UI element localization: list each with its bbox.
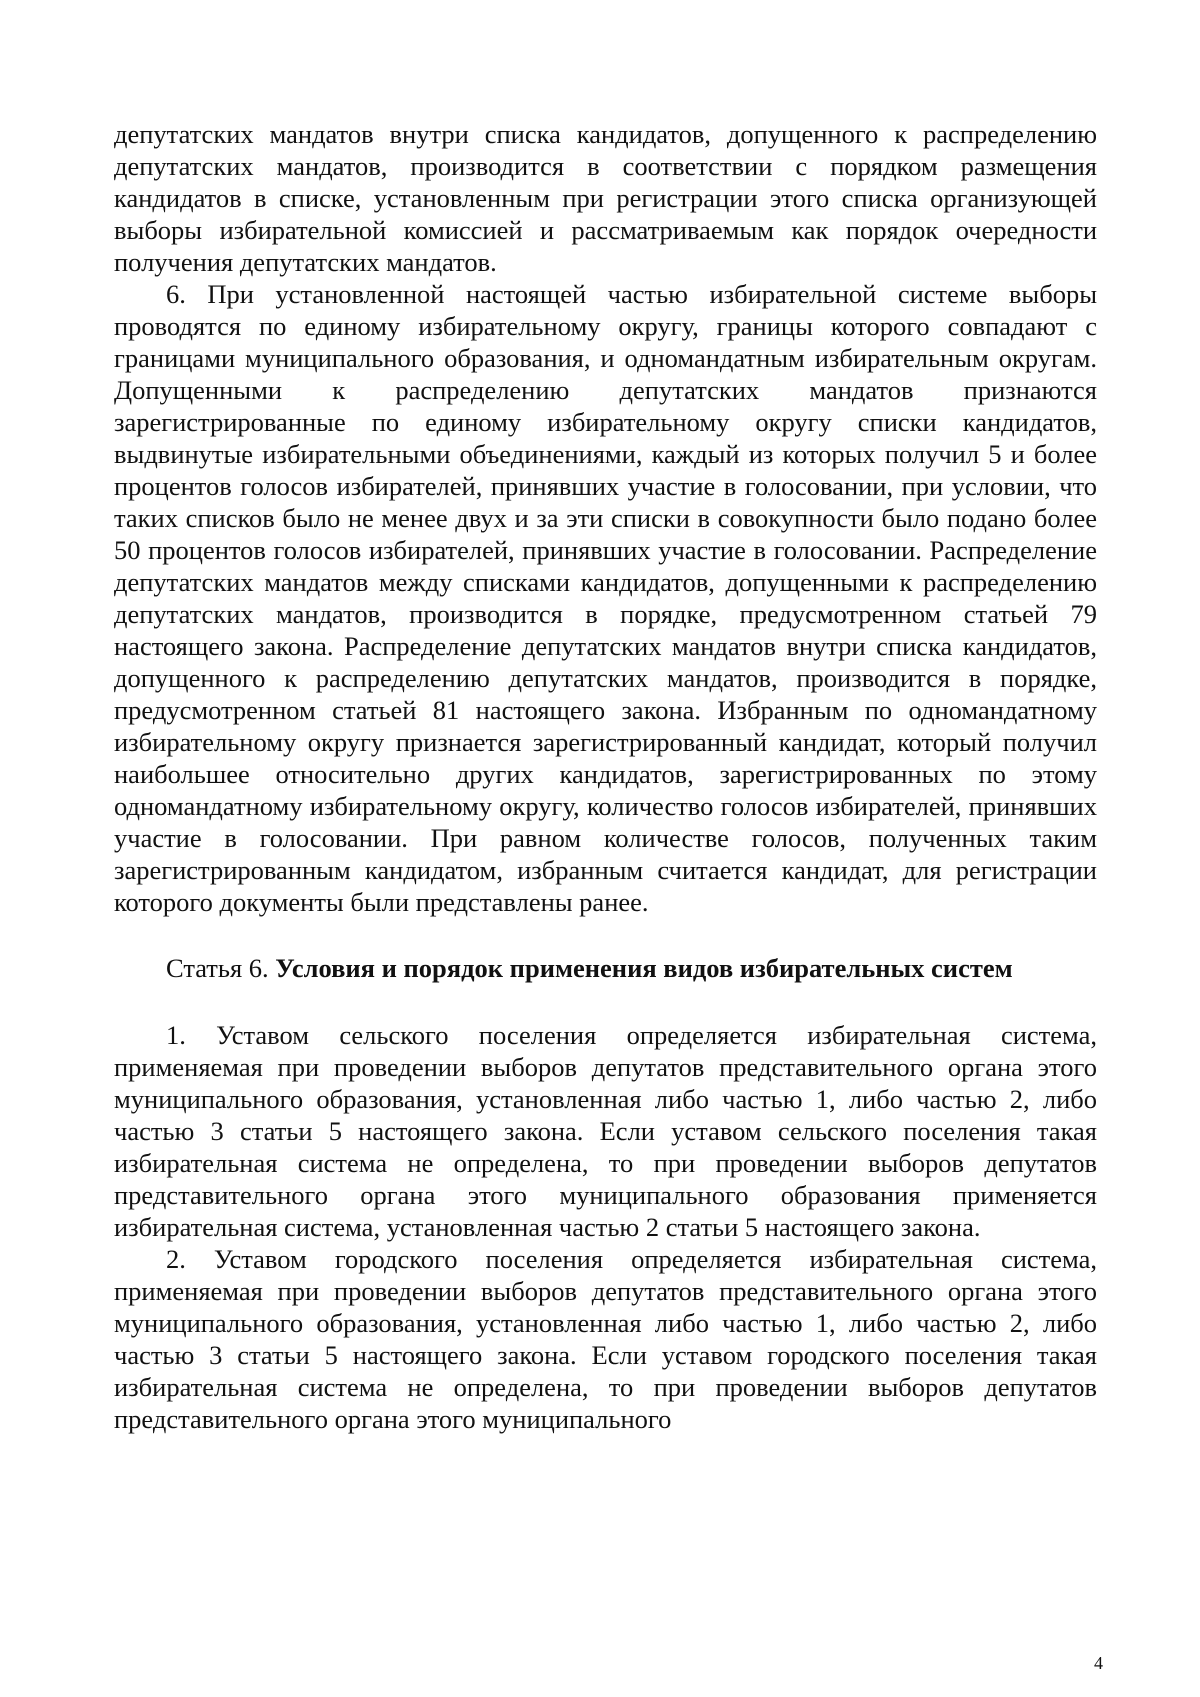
paragraph-article-6-part-1: 1. Уставом сельского поселения определяется избирательная система, применяемая при проведении выборов депутатов представительного органа этого муниципального образования, установленная либо частью 1, либо частью 2, либо частью 3 статьи 5 настоящего закона. Если уставом сельского поселения такая избирательная система не определена, то при проведении выборов депутатов представительного органа этого муниципального образования применяется избирательная система, установленная частью 2 статьи 5 настоящего закона. — [114, 1020, 1097, 1242]
article-6-heading — [114, 952, 1097, 984]
paragraph-article-6-part-2: 2. Уставом городского поселения определяется избирательная система, применяемая при проведении выборов депутатов представительного органа этого муниципального образования, установленная либо частью 1, либо частью 2, либо частью 3 статьи 5 настоящего закона. Если уставом городского поселения такая избирательная система не определена, то при проведении выборов депутатов представительного органа этого муниципального — [114, 1244, 1097, 1434]
document-body — [114, 118, 1097, 1435]
page-number: 4 — [1094, 1653, 1103, 1673]
paragraph-continuation: депутатских мандатов внутри списка кандидатов, допущенного к распределению депутатских мандатов, производится в соответствии с порядком размещения кандидатов в списке, установленным при регистрации этого списка организующей выборы избирательной комиссией и рассматриваемым как порядок очередности получения депутатских мандатов. — [114, 119, 1097, 277]
paragraph-part-6: 6. При установленной настоящей частью избирательной системе выборы проводятся по единому избирательному округу, границы которого совпадают с границами муниципального образования, и одномандатным избирательным округам. Допущенными к распределению депутатских мандатов признаются зарегистрированные по единому избирательному округу списки кандидатов, выдвинутые избирательными объединениями, каждый из которых получил 5 и более процентов голосов избирателей, принявших участие в голосовании, при условии, что таких списков было не менее двух и за эти списки в совокупности было подано более 50 процентов голосов избирателей, принявших участие в голосовании. Распределение депутатских мандатов между списками кандидатов, допущенными к распределению депутатских мандатов, производится в порядке, предусмотренном статьей 79 настоящего закона. Распределение депутатских мандатов внутри списка кандидатов, допущенного к распределению депутатских мандатов, производится в порядке, предусмотренном статьей 81 настоящего закона. Избранным по одномандатному избирательному округу признается зарегистрированный кандидат, который получил наибольшее относительно других кандидатов, зарегистрированных по этому одномандатному избирательному округу, количество голосов избирателей, принявших участие в голосовании. При равном количестве голосов, полученных таким зарегистрированным кандидатом, избранным считается кандидат, для регистрации которого документы были представлены ранее. — [114, 279, 1097, 917]
article-6-title: Условия и порядок применения видов избирательных систем — [275, 953, 1013, 983]
article-6-number: Статья 6. — [166, 953, 276, 983]
